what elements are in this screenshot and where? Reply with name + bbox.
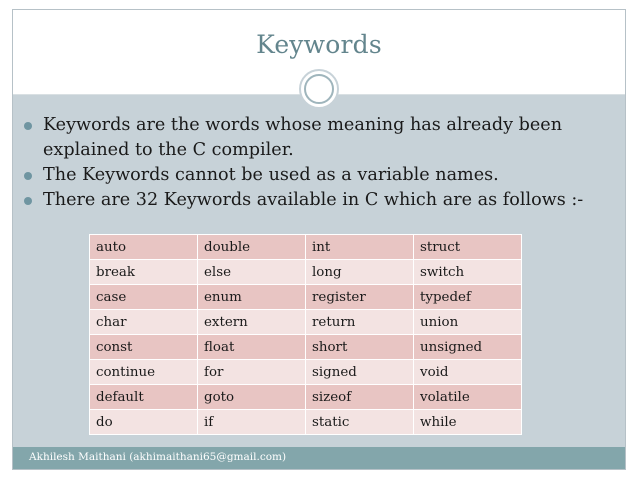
table-cell: volatile [414,385,522,410]
bullet-item [22,113,617,163]
table-cell: auto [90,235,198,260]
table-row [90,335,522,360]
table-cell: char [90,310,198,335]
table-cell: static [306,410,414,435]
table-cell: unsigned [414,335,522,360]
dot-bullet-icon [24,122,32,130]
table-cell: signed [306,360,414,385]
table-cell: extern [198,310,306,335]
table-cell: union [414,310,522,335]
keywords-table [89,234,522,435]
table-row [90,360,522,385]
table-cell: else [198,260,306,285]
bullet-text: The Keywords cannot be used as a variable names. [43,165,499,185]
table-cell: struct [414,235,522,260]
table-cell: int [306,235,414,260]
slide-title: Keywords [256,30,382,59]
table-cell: if [198,410,306,435]
table-row [90,260,522,285]
dot-bullet-icon [24,197,32,205]
table-cell: default [90,385,198,410]
table-row [90,310,522,335]
table-cell: for [198,360,306,385]
table-cell: typedef [414,285,522,310]
table-cell: switch [414,260,522,285]
table-cell: do [90,410,198,435]
bullet-text: There are 32 Keywords available in C which are as follows :- [43,190,584,210]
table-row [90,235,522,260]
dot-bullet-icon [24,172,32,180]
table-cell: float [198,335,306,360]
table-cell: short [306,335,414,360]
table-cell: continue [90,360,198,385]
table-cell: const [90,335,198,360]
table-cell: case [90,285,198,310]
table-row [90,385,522,410]
table-cell: double [198,235,306,260]
table-cell: register [306,285,414,310]
table-cell: break [90,260,198,285]
table-cell: return [306,310,414,335]
table-cell: void [414,360,522,385]
bullet-item [22,188,617,213]
table-cell: while [414,410,522,435]
bullet-item [22,163,617,188]
table-row [90,285,522,310]
table-cell: long [306,260,414,285]
bullet-text: Keywords are the words whose meaning has already been explained to the C compiler. [43,115,563,160]
table-cell: enum [198,285,306,310]
table-row [90,410,522,435]
table-cell: sizeof [306,385,414,410]
table-cell: goto [198,385,306,410]
footer-credit: Akhilesh Maithani (akhimaithani65@gmail.com) [29,451,287,463]
bullet-list [22,113,617,213]
circle-ornament-icon [298,68,340,110]
